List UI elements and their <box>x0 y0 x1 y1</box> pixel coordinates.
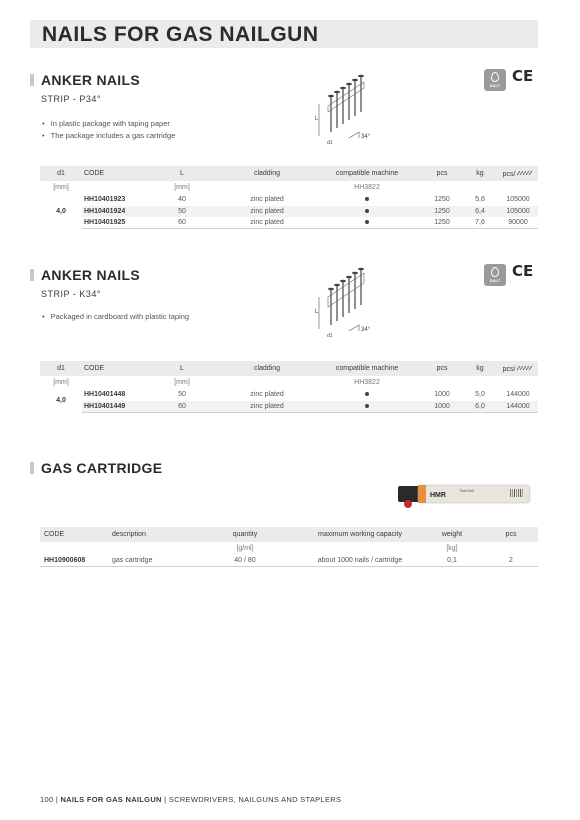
pcs-pack-value: 144000 <box>498 401 538 413</box>
salt-spray-badge: SALT <box>484 69 506 91</box>
section-gas-cartridge <box>30 460 538 520</box>
col-header-pcs: pcs <box>422 166 462 181</box>
kg-value: 5,0 <box>475 391 485 399</box>
table-row <box>40 555 538 567</box>
pcs-pack-value: 90000 <box>498 217 538 229</box>
d1-value: 4,0 <box>56 207 66 215</box>
col-header-length: L <box>142 361 222 376</box>
angle-label: 34° <box>361 134 371 140</box>
pcs-pack-value: 105000 <box>498 206 538 218</box>
footer-chapter: SCREWDRIVERS, NAILGUNS AND STAPLERS <box>168 795 342 804</box>
footer-section: NAILS FOR GAS NAILGUN <box>60 795 162 804</box>
nail-strip-drawing <box>315 267 385 339</box>
angle-label: 34° <box>361 327 371 333</box>
cartridge-brand: HMR <box>430 492 446 499</box>
product-code: HH10900608 <box>40 555 110 567</box>
gas-cartridge-table <box>40 527 538 567</box>
length-label: L <box>315 309 319 315</box>
length-label: L <box>315 116 319 122</box>
kg-value: 7,6 <box>462 217 498 229</box>
section-title: GAS CARTRIDGE <box>41 460 163 476</box>
unit-cell <box>82 376 142 389</box>
cartridge-subtitle: Fuel Cell <box>460 489 474 493</box>
table-row <box>40 217 538 229</box>
nail-strip-icon <box>515 365 533 371</box>
section-title: ANKER NAILS <box>41 267 140 283</box>
unit-cell: [g/ml] <box>236 545 254 552</box>
cladding-value: zinc plated <box>222 401 312 413</box>
compatible-dot <box>312 217 422 229</box>
unit-cell <box>82 181 142 194</box>
table-row <box>40 389 538 401</box>
product-code: HH10401448 <box>84 391 126 399</box>
col-header-code: CODE <box>40 527 110 542</box>
pcs-value: 1250 <box>434 196 450 204</box>
table-header-row <box>40 527 538 542</box>
section-anker-nails-k34 <box>30 262 538 347</box>
salt-spray-badge: SALT <box>484 264 506 286</box>
section-title: ANKER NAILS <box>41 72 140 88</box>
table-header-row <box>40 166 538 181</box>
unit-cell <box>222 376 312 389</box>
table-row <box>40 401 538 413</box>
section-marker <box>30 462 34 474</box>
page-title-bar <box>30 20 538 48</box>
unit-cell: HH3822 <box>354 184 380 191</box>
unit-cell: [mm] <box>53 379 69 386</box>
kg-value: 5,6 <box>475 196 485 204</box>
unit-cell <box>222 181 312 194</box>
compatible-dot <box>312 401 422 413</box>
col-header-machine: compatible machine <box>312 361 422 376</box>
section-marker <box>30 269 34 281</box>
diameter-label: d1 <box>327 140 333 146</box>
pcs-value: 1250 <box>422 217 462 229</box>
product-code: HH10401925 <box>82 217 142 229</box>
page-number: 100 <box>40 795 54 804</box>
col-header-code: CODE <box>82 166 142 181</box>
table-units-row <box>40 181 538 194</box>
col-header-kg: kg <box>462 166 498 181</box>
nails-table-k34 <box>40 361 538 413</box>
diameter-label: d1 <box>327 333 333 339</box>
col-header-d1: d1 <box>40 166 82 181</box>
section-marker <box>30 74 34 86</box>
weight-value: 0,1 <box>420 555 484 567</box>
kg-value: 6,0 <box>462 401 498 413</box>
col-header-description: description <box>110 527 190 542</box>
table-header-row <box>40 361 538 376</box>
pcs-value: 2 <box>484 555 538 567</box>
col-header-pcs: pcs <box>484 527 538 542</box>
compatible-dot <box>312 194 422 206</box>
pcs-value: 1000 <box>422 401 462 413</box>
feature-item: • Packaged in cardboard with plastic taping <box>42 311 189 323</box>
kg-value: 6,4 <box>462 206 498 218</box>
cladding-value: zinc plated <box>250 391 284 399</box>
pcs-value: 1250 <box>422 206 462 218</box>
compatible-dot <box>312 389 422 401</box>
length-value: 60 <box>142 401 222 413</box>
col-header-quantity: quantity <box>190 527 300 542</box>
col-header-length: L <box>142 166 222 181</box>
unit-cell: HH3822 <box>354 379 380 386</box>
droplet-icon <box>491 267 499 277</box>
feature-item: • The package includes a gas cartridge <box>42 130 175 142</box>
col-header-pcs-pack: pcs/ <box>498 361 538 376</box>
cladding-value: zinc plated <box>222 217 312 229</box>
feature-list <box>42 118 175 142</box>
col-header-cladding: cladding <box>222 361 312 376</box>
pcs-pack-value: 105000 <box>506 196 530 204</box>
capacity-value: about 1000 nails / cartridge <box>300 555 420 567</box>
nail-strip-drawing <box>315 74 385 146</box>
nails-table-p34 <box>40 166 538 229</box>
nail-strip-icon <box>515 170 533 176</box>
unit-cell: [mm] <box>174 184 190 191</box>
product-code: HH10401449 <box>82 401 142 413</box>
ce-mark: CE <box>512 262 534 280</box>
pcs-value: 1000 <box>434 391 450 399</box>
table-row <box>40 194 538 206</box>
page-footer: 100 | NAILS FOR GAS NAILGUN | SCREWDRIVERS, NAILGUNS AND STAPLERS <box>40 795 342 804</box>
cladding-value: zinc plated <box>250 196 284 204</box>
col-header-pcs-pack: pcs/ <box>498 166 538 181</box>
ce-mark: CE <box>512 67 534 85</box>
length-value: 50 <box>142 206 222 218</box>
unit-cell: [mm] <box>174 379 190 386</box>
pcs-pack-value: 144000 <box>506 391 530 399</box>
length-value: 50 <box>178 391 186 399</box>
col-header-kg: kg <box>462 361 498 376</box>
table-units-row <box>40 542 538 555</box>
col-header-cladding: cladding <box>222 166 312 181</box>
table-row <box>40 206 538 218</box>
feature-item: • In plastic package with taping paper <box>42 118 175 130</box>
quantity-value: 40 / 80 <box>190 555 300 567</box>
product-code: HH10401924 <box>82 206 142 218</box>
section-subtitle: STRIP - P34° <box>41 94 101 104</box>
compatible-dot <box>312 206 422 218</box>
product-code: HH10401923 <box>84 196 126 204</box>
droplet-icon <box>491 72 499 82</box>
gas-cartridge-image <box>398 482 532 508</box>
col-header-weight: weight <box>420 527 484 542</box>
table-units-row <box>40 376 538 389</box>
length-value: 40 <box>178 196 186 204</box>
unit-cell: [kg] <box>446 545 458 552</box>
page-title: NAILS FOR GAS NAILGUN <box>42 23 319 46</box>
feature-list <box>42 311 189 323</box>
section-subtitle: STRIP - K34° <box>41 289 101 299</box>
col-header-d1: d1 <box>40 361 82 376</box>
cladding-value: zinc plated <box>222 206 312 218</box>
col-header-pcs: pcs <box>422 361 462 376</box>
col-header-machine: compatible machine <box>312 166 422 181</box>
unit-cell: [mm] <box>53 184 69 191</box>
col-header-code: CODE <box>82 361 142 376</box>
d1-value: 4,0 <box>56 397 66 404</box>
length-value: 60 <box>142 217 222 229</box>
description-value: gas cartridge <box>110 555 190 567</box>
col-header-capacity: maximum working capacity <box>300 527 420 542</box>
